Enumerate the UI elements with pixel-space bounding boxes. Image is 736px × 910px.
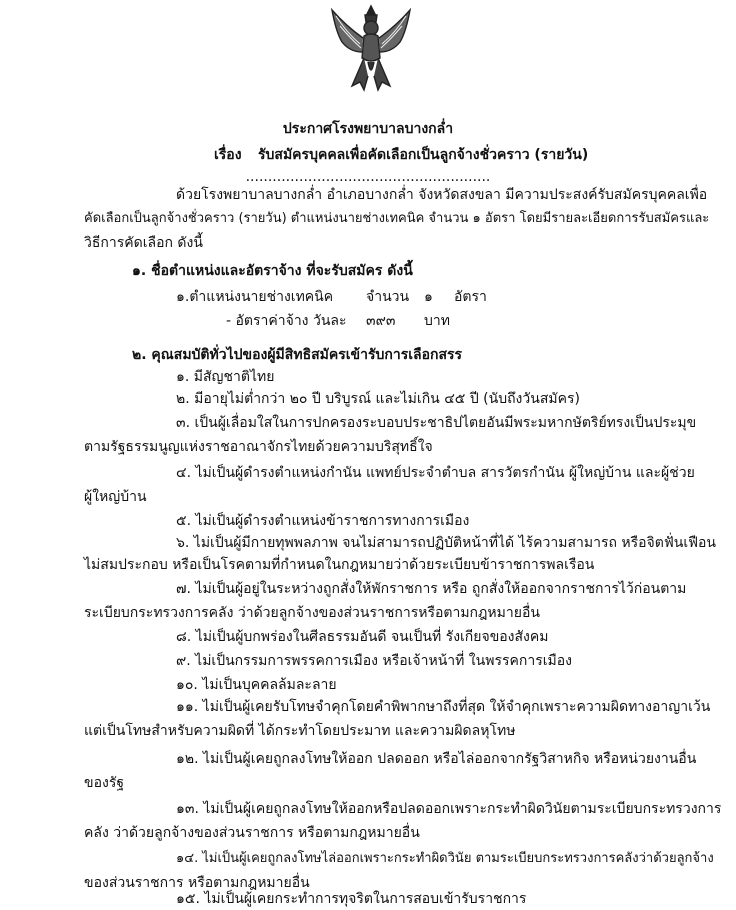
qualification-line: ๑๐. ไม่เป็นบุคคลล้มละลาย [176,677,337,693]
qualification-line: ไม่สมประกอบ หรือเป็นโรคตามที่กำหนดในกฎหมายว่าด้วยระเบียบข้าราชการพลเรือน [84,557,595,573]
qualification-line: ของรัฐ [84,775,125,791]
qualification-line: ของส่วนราชการ หรือตามกฎหมายอื่น [84,875,310,891]
qualification-line: ๕. ไม่เป็นผู้ดำรงตำแหน่งข้าราชการทางการเมือง [176,513,470,529]
qualification-line: ๒. มีอายุไม่ต่ำกว่า ๒๐ ปี บริบูรณ์ และไม่เกิน ๔๕ ปี (นับถึงวันสมัคร) [176,391,580,407]
qualification-line: คลัง ว่าด้วยลูกจ้างของส่วนราชการ หรือตามกฎหมายอื่น [84,825,420,841]
section1-heading: ๑. ชื่อตำแหน่งและอัตราจ้าง ที่จะรับสมัคร ดังนี้ [132,263,413,279]
qualification-line: ๓. เป็นผู้เลื่อมใสในการปกครองระบอบประชาธิปไตยอันมีพระมหากษัตริย์ทรงเป็นประมุข [176,415,697,431]
wage-label: - อัตราค่าจ้าง วันละ [226,313,347,329]
intro-line: ด้วยโรงพยาบาลบางกล่ำ อำเภอบางกล่ำ จังหวัดสงขลา มีความประสงค์รับสมัครบุคคลเพื่อ [176,187,708,203]
qualification-line: ผู้ใหญ่บ้าน [84,489,147,505]
position-name: ๑.ตำแหน่งนายช่างเทคนิค [176,289,334,305]
intro-line: วิธีการคัดเลือก ดังนี้ [84,235,203,251]
qualification-line: ๑๑. ไม่เป็นผู้เคยรับโทษจำคุกโดยคำพิพากษาถึงที่สุด ให้จำคุกเพราะความผิดทางอาญาเว้น [176,699,711,715]
intro-line: คัดเลือกเป็นลูกจ้างชั่วคราว (รายวัน) ตำแหน่งนายช่างเทคนิค จำนวน ๑ อัตรา โดยมีรายละเอียดการรับสมัครและ [84,211,710,226]
subject-label: เรื่อง [214,147,242,163]
count-value: ๑ [424,289,433,305]
wage-value: ๓๙๓ [366,313,396,329]
qualification-line: ๔. ไม่เป็นผู้ดำรงตำแหน่งกำนัน แพทย์ประจำตำบล สารวัตรกำนัน ผู้ใหญ่บ้าน และผู้ช่วย [176,465,695,481]
qualification-line: ตามรัฐธรรมนูญแห่งราชอาณาจักรไทยด้วยความบริสุทธิ์ใจ [84,439,433,455]
qualification-line: ๙. ไม่เป็นกรรมการพรรคการเมือง หรือเจ้าหน้าที่ ในพรรคการเมือง [176,653,572,669]
page-title: ประกาศโรงพยาบาลบางกล่ำ [282,121,454,137]
count-label: จำนวน [366,289,410,305]
qualification-line: ๗. ไม่เป็นผู้อยู่ในระหว่างถูกสั่งให้พักราชการ หรือ ถูกสั่งให้ออกจากราชการไว้ก่อนตาม [176,581,687,597]
qualification-line: ๑๓. ไม่เป็นผู้เคยถูกลงโทษให้ออกหรือปลดออกเพราะกระทำผิดวินัยตามระเบียบกระทรวงการ [176,801,722,817]
qualification-line: ๑๕. ไม่เป็นผู้เคยกระทำการทุจริตในการสอบเข้ารับราชการ [176,891,527,907]
qualification-line: ๑๒. ไม่เป็นผู้เคยถูกลงโทษให้ออก ปลดออก หรือไล่ออกจากรัฐวิสาหกิจ หรือหน่วยงานอื่น [176,751,697,767]
count-unit: อัตรา [454,289,487,305]
subject-text: รับสมัครบุคคลเพื่อคัดเลือกเป็นลูกจ้างชั่วคราว (รายวัน) [258,147,589,163]
section2-heading: ๒. คุณสมบัติทั่วไปของผู้มีสิทธิสมัครเข้ารับการเลือกสรร [132,347,463,363]
qualification-line: ๑. มีสัญชาติไทย [176,369,275,385]
separator-dots: ....................................................... [245,169,491,185]
qualification-line: ระเบียบกระทรวงการคลัง ว่าด้วยลูกจ้างของส่วนราชการหรือตามกฎหมายอื่น [84,605,540,621]
qualification-line: ๘. ไม่เป็นผู้บกพร่องในศีลธรรมอันดี จนเป็นที่ รังเกียจของสังคม [176,629,549,645]
qualification-line: แต่เป็นโทษสำหรับความผิดที่ ได้กระทำโดยประมาท และความผิดลหุโทษ [84,723,516,739]
wage-unit: บาท [424,313,450,329]
garuda-emblem-icon [328,2,414,94]
qualification-line: ๑๔. ไม่เป็นผู้เคยถูกลงโทษไล่ออกเพราะกระทำผิดวินัย ตามระเบียบกระทรวงการคลังว่าด้วยลูกจ้าง [176,851,714,866]
qualification-line: ๖. ไม่เป็นผู้มีกายทุพพลภาพ จนไม่สามารถปฏิบัติหน้าที่ได้ ไร้ความสามารถ หรือจิตฟั่นเฟือน [176,535,717,551]
